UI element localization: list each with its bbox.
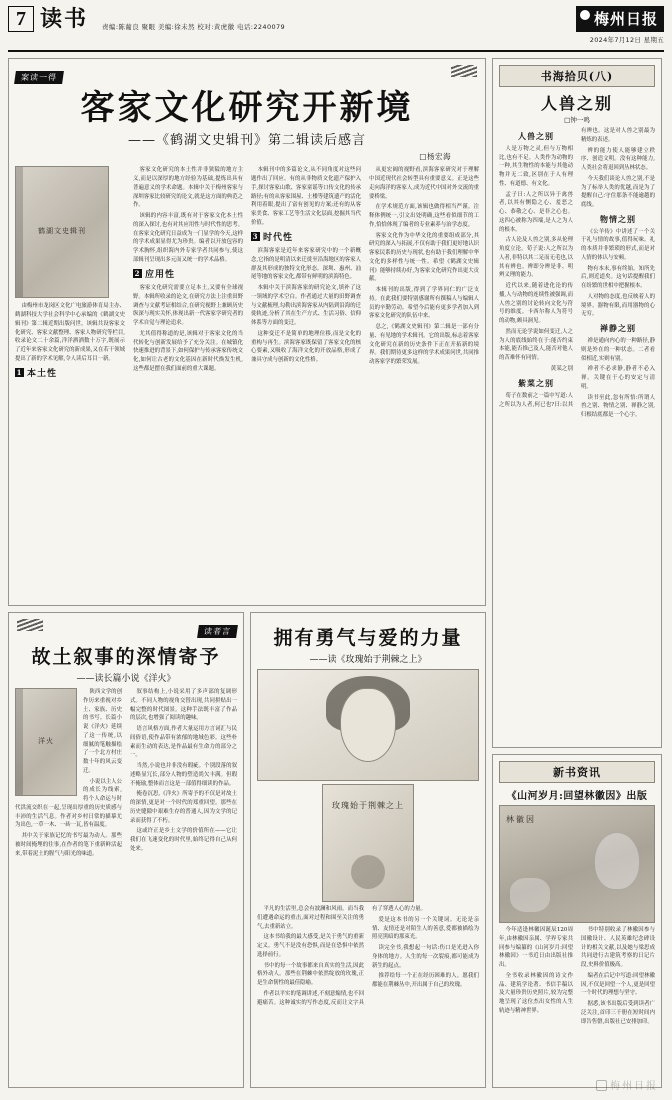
news-book-title: 《山河岁月:回望林徽因》出版 [506,791,648,802]
rail-headline: 人兽之别 [540,94,613,113]
watermark [596,1077,658,1092]
reader-right-headline: 拥有勇气与爱的力量 [273,627,463,649]
feature-kicker-wrap [15,65,479,84]
section-number: 2 [134,268,141,278]
paragraph: 本辑中关于滨海客家的研究论文,填补了这一领域的学术空白。作者通过大量的田野调查与文献梳理,勾勒出滨海客家从内陆到沿海的迁徙轨迹,分析了其在生产方式、生活习俗、信仰体系等方面的变迁。 [251,285,361,327]
feature-article [8,58,486,606]
paragraph: 书中特别收录了林徽因参与国徽设计、人民英雄纪念碑设计的相关文献,以及她与梁思成共同进行古建筑考察的日记片段,史料价值极高。 [581,927,655,968]
feature-sub-2: 2 应用性 [134,268,176,280]
paragraph: 小说以主人公的成长为线索,将个人命运与时代洪流交织在一起,呈现出厚重的历史质感与丰沛的生活气息。作者对乡村日常的描摹尤为出色,一草一木、一砖一瓦,皆有温度。 [15,778,122,829]
feature-sub-3: 3 时代性 [252,231,294,243]
paragraph: 人对物的态度,也反映着人的境界。器物有限,而用器物的心无穷。 [581,293,655,318]
rose-icon [351,855,385,889]
paragraph: 作者以平实的笔调讲述,不刻意煽情,也不回避痛苦。这种诚实的写作态度,反而让文字具有了穿透人心的力量。 [257,906,426,1006]
paragraph: 本辑刊的出版,得到了学界同仁的广泛支持。在此我们要特别感谢所有撰稿人与编辑人员的辛勤劳动。希望今后能有更多学者加入到客家文化研究的队伍中来。 [369,287,479,320]
reader-kicker-wrap [15,619,237,638]
paragraph: 客家文化研究的本土性并非狭隘的地方主义,而是以深厚的地方经验为基础,提炼出具有普遍意义的学术命题。本辑中关于梅州客家与深圳客家比较研究的论文,就是这方面的典范之作。 [133,167,243,209]
reader-kicker: 读者言 [197,625,238,638]
paragraph: 古人论及人兽之别,多从伦理角度立论。荀子说:人之所以为人者,非特以其二足而无毛也,以其有辨也。辨即分辨是非、明辨义理的能力。 [499,237,573,279]
paragraph: 编者在后记中写道:回望林徽因,不仅是回望一个人,更是回望一个时代的理想与坚守。 [581,972,655,997]
paragraph: 书中的每一个故事都来自真实的生活,因此格外动人。那些在荆棘中依然绽放的玫瑰,正是生命韧性的最佳隐喻。 [257,962,364,986]
paragraph: 该辑的内容丰富,既有对于客家文化本土性的深入探讨,也有对其应用性与时代性的思考。在客家文化研究日益成为一门显学的今天,这样的学术成果显得尤为珍贵。编者以开放包容的学术胸怀,组织海内外专家学者共同参与,使这部辑刊呈现出多元而又统一的学术品格。 [133,213,243,263]
paragraph: 这种变迁不是简单的地理位移,而是文化的重构与再生。滨海客家既保留了客家文化的核心要素,又吸收了海洋文化的开放品格,形成了兼具守成与创新的文化性格。 [251,330,361,364]
reader-article-left [8,612,244,1088]
section-number: 3 [252,231,259,241]
news-section-title: 新书资讯 [499,761,655,783]
book-cover-caption: 洋火 [38,737,54,746]
book-photo [499,805,655,923]
rail-item-title-2: 紫菜之别 [518,378,554,388]
rail-item-title-3: 物情之别 [600,213,636,224]
reader-article-right [250,612,486,1088]
paragraph: 当然,小说也并非没有瑕疵。个别段落的叙述略显冗长,部分人物的塑造尚欠丰满。但瑕不掩瑜,整体而言这是一部值得细读的作品。 [130,763,237,787]
paragraph: 陕西文学的创作历来重视对乡土、家族、历史的书写。长篇小说《洋火》延续了这一传统,以细腻的笔触描绘了一个北方村庄数十年的风云变迁。 [83,689,122,774]
paragraph: 尤其值得称道的是,该辑对于客家文化的当代转化与创新发展给予了充分关注。在城镇化快速推进的背景下,如何保护与传承客家传统文化,如何让古老的文化基因在新时代焕发生机,这些都是摆在我们面前的重大课题。 [133,330,243,372]
paragraph: 客家文化作为中华文化的重要组成部分,其研究的深入与拓展,不仅有助于我们更好地认识客家民系的历史与现状,也有助于我们理解中华文化的多样性与统一性。希望《鹤湖文史辑刊》能够持续办好,为客家文化研究作出更大贡献。 [369,232,479,283]
paragraph: 今年适逢林徽因诞辰120周年,由林徽因亲属、学界专家共同参与编纂的《山河岁月:回望林徽因》一书近日由出版社推出。 [499,927,573,968]
paragraph: 然而无论学说如何变迁,人之为人的底线始终在于:能否约束本能,能否推己及人,能否对他人的苦难怀有同情。 [499,328,573,362]
reader-left-body [15,688,237,858]
publication-date: 2024年7月12日 星期五 [589,36,664,44]
paragraph: 辨的能力使人能够建立秩序、创造文明。没有这种能力,人类社会将退回到丛林状态。 [581,147,655,171]
paragraph: 语言风格方面,作者大量运用方言词汇与民间俗语,使作品带有浓郁的地域色彩。这些朴素而生动的表达,是作品最有生命力的部分之一。 [130,726,237,759]
rail-news-block [492,754,662,1088]
paragraph: 全书收录林徽因的诗文作品、建筑学论著、书信手稿以及大量珍贵历史照片,较为完整地呈现了这位杰出女性的人生轨迹与精神世界。 [499,972,573,1014]
paragraph: 本辑刊中的多篇论文,从不同角度对这些问题作出了回应。有的从非物质文化遗产保护入手,探讨客家山歌、客家童谣等口传文化的传承路径;有的从客家围屋、土楼等建筑遗产的活化利用着眼,提出了富有创见的方案;还有的从客家美食、客家工艺等生活文化层面,挖掘其当代价值。 [251,167,361,226]
paragraph: 推荐给每一个正在经历困难的人。愿我们都能在荆棘丛中,开出属于自己的玫瑰。 [372,973,479,988]
paragraph: 叙事结构上,小说采用了多声部的复调形式。不同人物的视角交替出现,共同拼贴出一幅完整的时代图景。这种手法既丰富了作品的层次,也增强了阅读的趣味。 [130,689,237,722]
paragraph: 其中关于家族记忆的书写最为动人。那些被时间掩埋的往事,在作者的笔下重新鲜活起来,带着泥土的腥气与阳光的味道。 [15,833,122,857]
paragraph: 物有本末,事有终始。知所先后,则近道矣。这句话提醒我们在纷繁的世相中把握根本。 [581,265,655,290]
paragraph: 滨海客家是近年来客家研究中的一个新概念,它指的是明清以来迁徙至沿海地区的客家人群及其形成的独特文化形态。深圳、惠州、汕尾等地的客家文化,都带有鲜明的滨海特色。 [251,248,361,281]
right-rail [492,58,662,1088]
newspaper-name: 梅州日报 [576,6,664,32]
section-title: 读书 [40,6,89,32]
paragraph: 读完全书,我想起一句话:伤口是光进入你身体的地方。人生的每一次裂痕,都可能成为新生的起点。 [372,945,479,969]
brush-stroke-icon [17,619,43,631]
feature-sub-1: 1 本土性 [16,367,58,379]
rail-byline: □钟一鸣 [564,116,590,124]
rail-section-title: 书海拾贝(八) [499,65,655,87]
paragraph: 客家文化研究需要立足本土,又要有全球视野。本辑所收录的论文,在研究方法上注重田野调查与文献考证相结合,在研究视野上兼顾历史纵深与现实关怀,体现出新一代客家学研究者的学术自觉与理论追求。 [133,285,243,327]
reader-articles [8,612,486,1088]
page-body [8,58,664,1088]
book-cover-caption: 玫瑰始于荆棘之上 [331,801,404,810]
page-number: 7 [8,6,34,32]
watermark-logo-icon [596,1080,607,1091]
flower-shape [510,878,550,912]
reader-right-body [257,905,479,1007]
main-columns [8,58,486,1088]
paragraph: 由梅州市龙岗区文化广电旅游体育局主办、鹤湖科技大学社会科学中心承编的《鹤湖文史辑刊》第二辑近期出版问世。该辑共设客家文化研究、客家文献整理、客家人物研究等栏目,收录论文二十余篇,洋洋洒洒数十万字,既展示了近年来客家文化研究的新成果,又在若干领域提出了新的学术见解,令人读后耳目一新。 [15,303,125,362]
book-cover-image [322,784,414,902]
book-cover-image [15,166,109,298]
rail-item-title-1: 人兽之别 [518,131,554,141]
rail-reading-block [492,58,662,748]
face-shape [340,688,396,762]
section-number: 1 [16,367,23,377]
paragraph: 总之,《鹤湖文史辑刊》第二辑是一部有分量、有见地的学术辑刊。它的出版,标志着客家文化研究在新的历史条件下正在开拓新的境界。我们期待更多这样的学术成果问世,共同推动客家学的繁荣发展。 [369,324,479,366]
paragraph: 《公羊传》中讲述了一个关于礼与情的故事,值得玩味。礼的本质并非繁琐的形式,而是对人情的体认与安顿。 [581,228,655,261]
feature-headline: 客家文化研究开新境 [80,88,414,128]
rail-item-title-4: 禅静之别 [600,323,636,334]
paragraph: 这或许正是乡土文学的价值所在——它让我们在飞速变化的时代里,始终记得自己从何处来。 [130,828,237,852]
reader-left-subhead: ——读长篇小说《洋火》 [76,674,176,684]
portrait-illustration [257,669,479,781]
paragraph: 荀子在数前之一篇中写道:人之所以为人者,何已也?曰:以其有辨也。这是对人兽之别最为精炼的表述。 [499,128,655,408]
book-cover-image [15,688,77,796]
photo-label: 林徽因 [506,815,536,824]
paragraph: 爱是这本书的另一个关键词。无论是亲情、友情还是对陌生人的善意,爱都被描绘为照亮黑暗的那束光。 [372,916,479,941]
rail-item-signature: 黄某之别 [550,365,573,372]
news-body [499,926,655,1026]
brush-stroke-icon [451,65,477,77]
paragraph: 人是万物之灵,但与万物相比,也有不足。人类作为动物的一种,其生物性的本能与其他动物并无二致,区别在于人有理性、有道德、有文化。 [499,145,573,187]
paragraph: 今天我们谈论人兽之别,不是为了标举人类的优越,而是为了提醒自己:守住那条不能逾越的底线。 [581,175,655,208]
masthead [8,6,664,52]
paragraph: 近代以来,随着进化论的传播,人与动物的连续性被强调,而人兽之别的讨论转向文化与符号的维度。卡西尔称人为符号的动物,颇具洞见。 [499,283,573,325]
reader-right-subhead: ——读《玫瑰始于荆棘之上》 [309,655,427,665]
paragraph: 读书至此,忽有所悟:所谓人兽之别、物情之别、禅静之别,归根结底都是一个心字。 [581,394,655,419]
watermark-text: 梅州日报 [610,1081,658,1092]
feature-byline: □杨宏海 [419,152,451,162]
paragraph: 孟子曰:人之所以异于禽兽者,以其有恻隐之心、羞恶之心、恭敬之心、是非之心也。这四心被称为四端,是人之为人的根本。 [499,191,573,233]
book-cover-caption: 鹤湖文史辑刊 [37,227,86,236]
feature-body [15,166,479,381]
paragraph: 从更宏阔的视野看,滨海客家研究对于理解中国近现代社会转型具有重要意义。正是这些走向海洋的客家人,成为近代中国对外交流的重要桥梁。 [369,167,479,200]
paragraph: 掩卷沉思,《洋火》所寄予的不仅是对故土的深情,更是对一个时代的郑重回望。那些在历史缝隙中艰难生存的普通人,因为文学的记录而获得了不朽。 [130,791,237,824]
feature-kicker: 案读一得 [14,71,64,84]
paragraph: 这本书给我的最大感受,是关于勇气的重新定义。勇气不是没有恐惧,而是在恐惧中依然选择前行。 [257,934,364,958]
paragraph: 平凡的生活里,总会有波澜和风雨。而当我们遭遇命运的重击,面对过程和围至关注的勇气,去重新站立。 [257,906,364,930]
feature-subhead: ——《鹤湖文史辑刊》第二辑读后感言 [127,133,366,149]
paragraph: 禅者不必求静,静者不必入禅。关键在于心的安定与清明。 [581,366,655,390]
paragraph: 据悉,该书出版后受到读者广泛关注,首印三千册在短时间内即告售罄,出版社已安排加印。 [581,1001,655,1025]
credit-line: 责编:陈葡良 聚眼 美编:徐未然 校对:黄虎徽 电话:2240079 [102,23,286,31]
paragraph: 禅是通向内心的一种路径,静则是外在的一种状态。二者看似相近,实则有别。 [581,338,655,362]
rail-body [499,127,655,420]
portrait-figure [594,832,640,890]
reader-left-headline: 故土叙事的深情寄予 [31,646,221,668]
paragraph: 在学术规范方面,该辑也做得相当严谨。注释体例统一,引文出处明确,这些看似细节的工作,恰恰体现了编者的专业素养与治学态度。 [369,204,479,228]
brand-block [576,6,664,44]
